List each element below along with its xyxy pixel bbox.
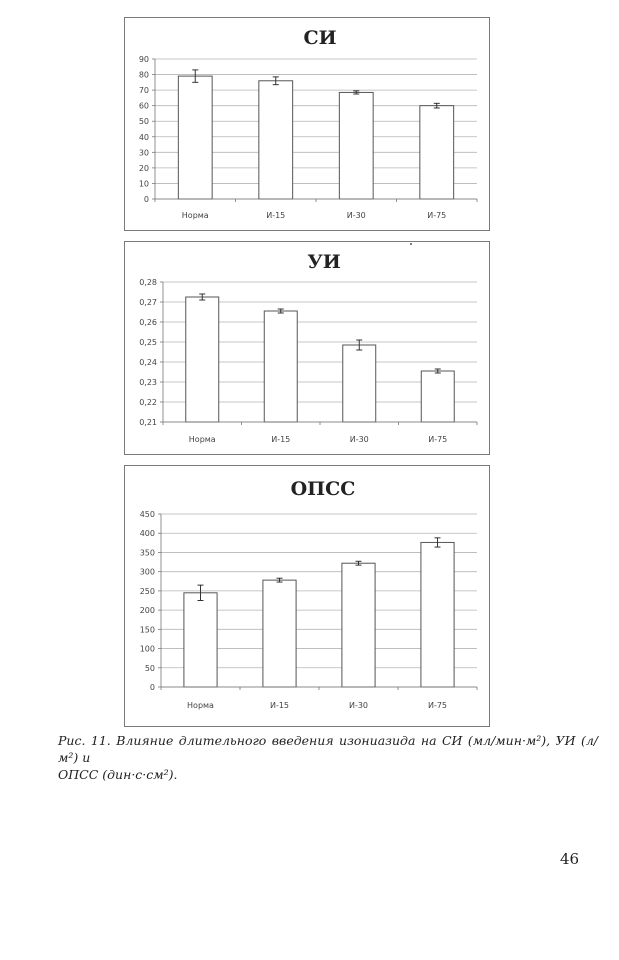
bar (186, 297, 219, 422)
scan-speck (410, 243, 412, 245)
y-tick-label: 0,24 (139, 358, 157, 367)
caption-line-1: Рис. 11. Влияние длительного введения изониазида на СИ (мл/мин·м²), УИ (л/м²) и (58, 733, 598, 765)
y-tick-label: 20 (138, 163, 149, 173)
y-tick-label: 100 (139, 644, 155, 654)
y-tick-label: 450 (139, 510, 155, 519)
y-tick-label: 0,22 (139, 398, 157, 407)
x-tick-label: И-30 (348, 701, 369, 710)
y-tick-label: 60 (138, 101, 149, 111)
bar (259, 81, 293, 199)
chart-opss (124, 465, 490, 727)
x-tick-label: И-15 (266, 211, 286, 220)
y-tick-label: 10 (138, 179, 149, 189)
caption-line-2: ОПСС (дин·с·см²). (58, 767, 178, 782)
bar (421, 371, 454, 422)
x-tick-label: И-30 (346, 211, 366, 220)
x-tick-label: Норма (187, 701, 214, 710)
y-tick-label: 0,21 (139, 418, 157, 427)
chart-opss-svg (125, 466, 489, 726)
y-tick-label: 70 (138, 86, 149, 96)
y-tick-label: 0,25 (139, 338, 157, 347)
chart-title: ОПСС (290, 478, 356, 500)
bar (420, 106, 454, 199)
bar (184, 593, 217, 687)
y-tick-label: 90 (138, 55, 149, 64)
y-tick-label: 40 (138, 132, 149, 142)
x-tick-label: И-15 (269, 701, 290, 710)
bar (339, 92, 373, 199)
y-tick-label: 0,28 (139, 278, 157, 287)
chart-si-svg (125, 18, 489, 230)
chart-ui (124, 241, 490, 455)
chart-si (124, 17, 490, 231)
y-tick-label: 200 (139, 606, 155, 616)
y-tick-label: 350 (139, 548, 155, 558)
page-number: 46 (560, 850, 580, 868)
chart-ui-svg (125, 242, 489, 454)
figure-caption (58, 732, 598, 783)
y-tick-label: 150 (139, 625, 155, 635)
x-tick-label: И-75 (428, 435, 448, 444)
x-tick-label: И-75 (427, 211, 447, 220)
y-tick-label: 400 (139, 529, 155, 539)
y-tick-label: 250 (139, 586, 155, 596)
x-tick-label: Норма (188, 435, 216, 444)
chart-title: УИ (307, 251, 341, 273)
y-tick-label: 30 (138, 148, 149, 158)
y-tick-label: 0 (143, 195, 149, 204)
y-tick-label: 80 (138, 70, 149, 80)
y-tick-label: 0,26 (139, 318, 157, 327)
chart-title: СИ (303, 27, 337, 49)
y-tick-label: 0 (149, 683, 155, 692)
y-tick-label: 50 (138, 117, 149, 127)
bar (178, 76, 212, 199)
x-tick-label: Норма (181, 211, 209, 220)
bar (264, 311, 297, 422)
y-tick-label: 0,23 (139, 378, 157, 387)
x-tick-label: И-75 (427, 701, 448, 710)
bar (343, 345, 376, 422)
x-tick-label: И-15 (271, 435, 291, 444)
x-tick-label: И-30 (349, 435, 369, 444)
bar (421, 542, 454, 687)
bar (342, 563, 375, 687)
y-tick-label: 0,27 (139, 298, 157, 307)
y-tick-label: 300 (139, 567, 155, 577)
y-tick-label: 50 (144, 663, 155, 673)
bar (263, 580, 296, 687)
